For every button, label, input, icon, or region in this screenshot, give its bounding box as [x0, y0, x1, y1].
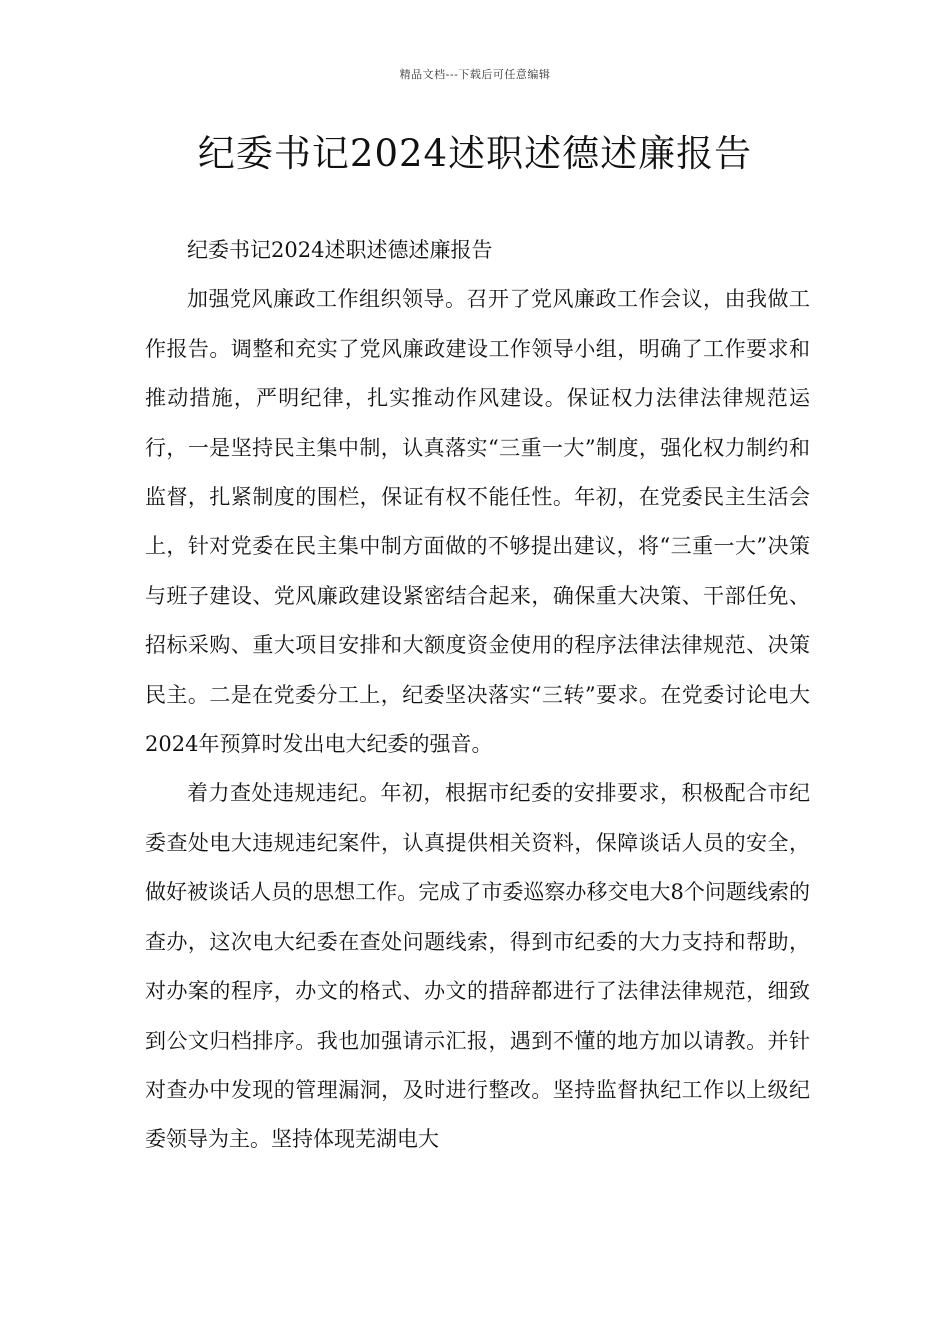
paragraph: 着力查处违规违纪。年初，根据市纪委的安排要求，积极配合市纪委查处电大违规违纪案件，认真提供相关资料，保障谈话人员的安全，做好被谈话人员的思想工作。完成了市委巡察办移交电大8个问题线索的查办，这次电大纪委在查处问题线索，得到市纪委的大力支持和帮助，对办案的程序，办文的格式、办文的措辞都进行了法律法律规范，细致到公文归档排序。我也加强请示汇报，遇到不懂的地方加以请教。并针对查办中发现的管理漏洞，及时进行整改。坚持监督执纪工作以上级纪委领导为主。坚持体现芜湖电大	[145, 781, 810, 1152]
document-title: 纪委书记2024述职述德述廉报告	[197, 132, 753, 175]
paragraph: 加强党风廉政工作组织领导。召开了党风廉政工作会议，由我做工作报告。调整和充实了党风廉政建设工作领导小组，明确了工作要求和推动措施，严明纪律，扎实推动作风建设。保证权力法律法律规范运行，一是坚持民主集中制，认真落实“三重一大”制度，强化权力制约和监督，扎紧制度的围栏，保证有权不能任性。年初，在党委民主生活会上，针对党委在民主集中制方面做的不够提出建议，将“三重一大”决策与班子建设、党风廉政建设紧密结合起来，确保重大决策、干部任免、招标采购、重大项目安排和大额度资金使用的程序法律法律规范、决策民主。二是在党委分工上，纪委坚决落实“三转”要求。在党委讨论电大2024年预算时发出电大纪委的强音。	[145, 287, 810, 757]
paragraph-subtitle: 纪委书记2024述职述德述廉报告	[187, 238, 493, 262]
document-body	[145, 226, 810, 1165]
header-note: 精品文档---下载后可任意编辑	[399, 68, 551, 81]
